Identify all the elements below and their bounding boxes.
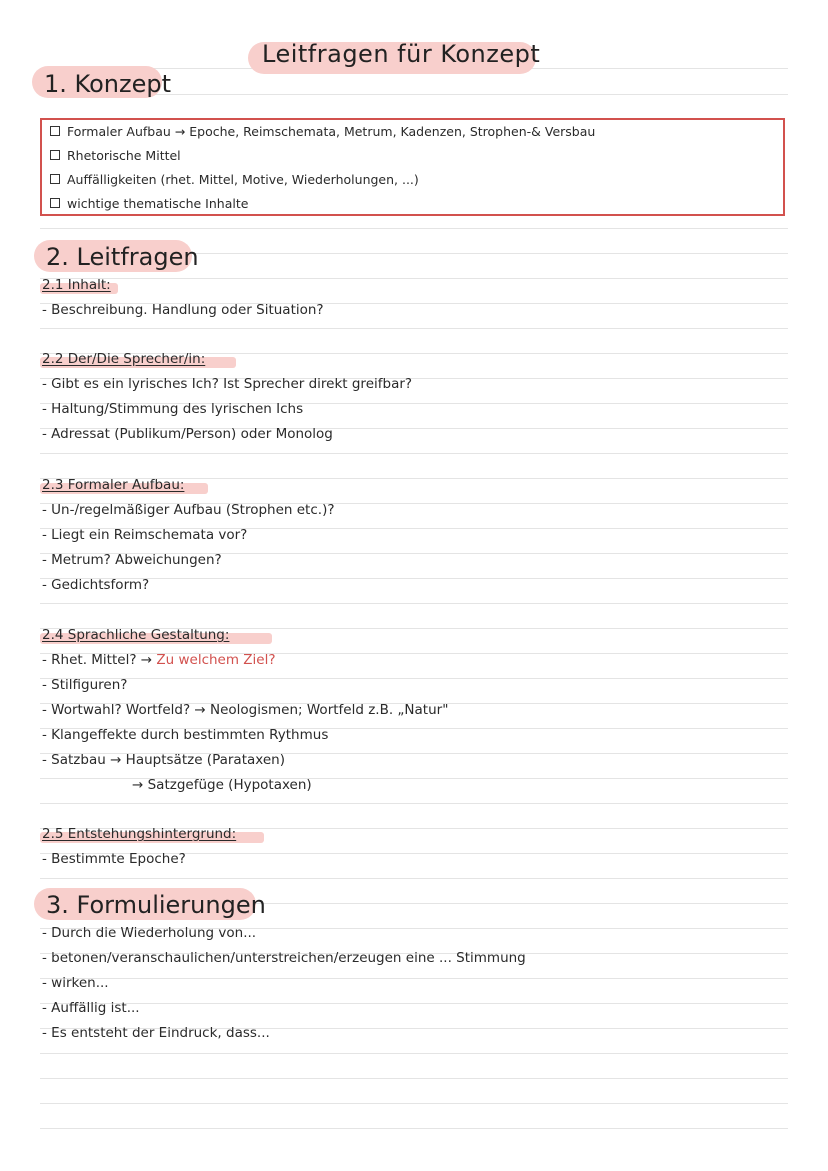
- sub5-heading: 2.5 Entstehungshintergrund:: [42, 826, 237, 842]
- sub1-line: - Beschreibung. Handlung oder Situation?: [42, 302, 324, 318]
- page-title: Leitfragen für Konzept: [262, 40, 541, 68]
- sub3-line: - Liegt ein Reimschemata vor?: [42, 527, 248, 543]
- section3-line: - Durch die Wiederholung von...: [42, 925, 257, 941]
- section3-line: - Auffällig ist...: [42, 1000, 140, 1016]
- sub4-red-note: Zu welchem Ziel?: [152, 652, 276, 668]
- checklist-item: Auffälligkeiten (rhet. Mittel, Motive, Wiederholungen, ...): [50, 172, 419, 187]
- checklist-item: wichtige thematische Inhalte: [50, 196, 248, 211]
- sub3-line: - Metrum? Abweichungen?: [42, 552, 222, 568]
- section2-heading: 2. Leitfragen: [46, 243, 199, 271]
- section3-line: - Es entsteht der Eindruck, dass...: [42, 1025, 270, 1041]
- checkbox[interactable]: [50, 150, 60, 160]
- sub2-heading: 2.2 Der/Die Sprecher/in:: [42, 351, 206, 367]
- sub2-line: - Adressat (Publikum/Person) oder Monolog: [42, 426, 333, 442]
- checkbox[interactable]: [50, 174, 60, 184]
- sub3-line: - Un-/regelmäßiger Aufbau (Strophen etc.)?: [42, 502, 335, 518]
- sub4-line: - Rhet. Mittel? → Zu welchem Ziel?: [42, 652, 276, 668]
- sub4-line: → Satzgefüge (Hypotaxen): [132, 777, 312, 793]
- sub2-line: - Gibt es ein lyrisches Ich? Ist Sprecher direkt greifbar?: [42, 376, 413, 392]
- checklist-item: Formaler Aufbau → Epoche, Reimschemata, Metrum, Kadenzen, Strophen-& Versbau: [50, 124, 595, 139]
- sub4-line: - Wortwahl? Wortfeld? → Neologismen; Wortfeld z.B. „Natur": [42, 702, 449, 718]
- sub4-heading: 2.4 Sprachliche Gestaltung:: [42, 627, 230, 643]
- sub4-line: - Klangeffekte durch bestimmten Rythmus: [42, 727, 329, 743]
- sub3-heading: 2.3 Formaler Aufbau:: [42, 477, 185, 493]
- section3-line: - betonen/veranschaulichen/unterstreichen/erzeugen eine ... Stimmung: [42, 950, 526, 966]
- section1-heading: 1. Konzept: [44, 70, 171, 98]
- checkbox[interactable]: [50, 126, 60, 136]
- sub4-line: - Satzbau → Hauptsätze (Parataxen): [42, 752, 285, 768]
- sub5-line: - Bestimmte Epoche?: [42, 851, 186, 867]
- sub4-line: - Stilfiguren?: [42, 677, 128, 693]
- sub2-line: - Haltung/Stimmung des lyrischen Ichs: [42, 401, 304, 417]
- sub3-line: - Gedichtsform?: [42, 577, 150, 593]
- section3-line: - wirken...: [42, 975, 109, 991]
- checkbox[interactable]: [50, 198, 60, 208]
- sub1-heading: 2.1 Inhalt:: [42, 277, 111, 293]
- concept-checklist-box: [40, 118, 785, 216]
- section3-heading: 3. Formulierungen: [46, 891, 266, 919]
- checklist-item: Rhetorische Mittel: [50, 148, 181, 163]
